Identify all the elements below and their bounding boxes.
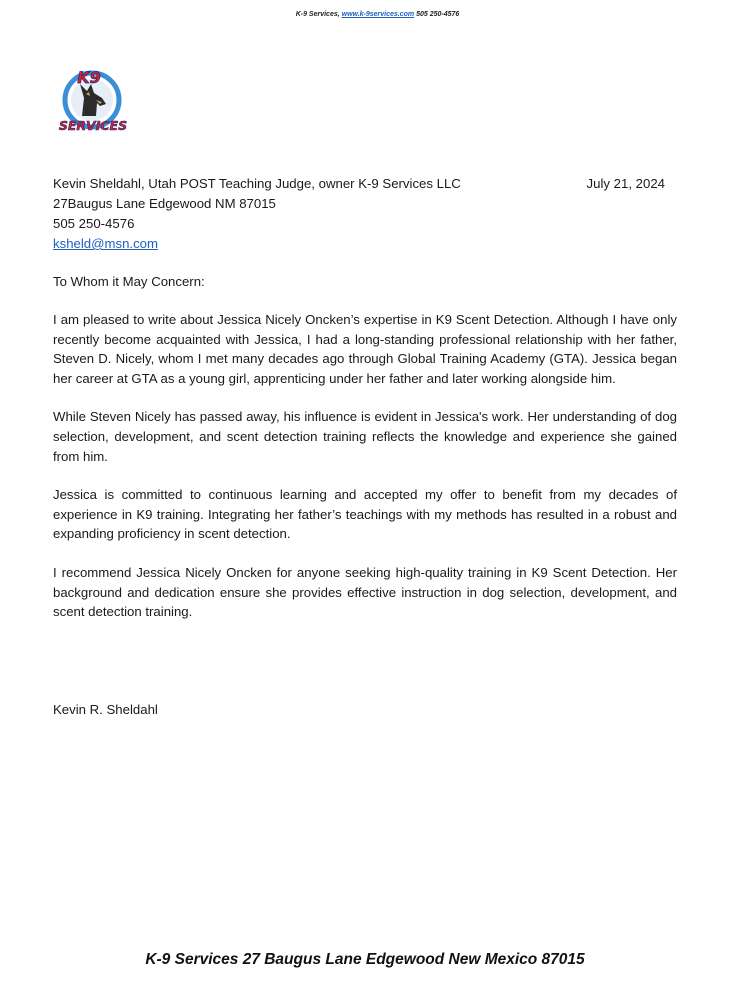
paragraph-3: Jessica is committed to continuous learning and accepted my offer to benefit from my decades of experience in K9 training. Integrating her father’s teachings with my methods has resulted in a robust and expanding proficiency in scent detection. <box>53 487 677 542</box>
sender-name: Kevin Sheldahl, Utah POST Teaching Judge, owner K-9 Services LLC <box>53 176 461 191</box>
letter-body <box>53 310 677 641</box>
sender-phone: 505 250-4576 <box>53 216 135 231</box>
paragraph-2: While Steven Nicely has passed away, his influence is evident in Jessica's work. Her understanding of dog selection, development, and scent detection training reflects the knowledge and experience she gained from him. <box>53 409 677 464</box>
k9-logo-image <box>56 62 156 142</box>
company-logo <box>56 62 156 142</box>
signature-name: Kevin R. Sheldahl <box>53 702 158 717</box>
paragraph-1: I am pleased to write about Jessica Nicely Oncken’s expertise in K9 Scent Detection. Although I have only recently become acquainted with Jessica, I had a long-standing professional relationship with her father, Steven D. Nicely, whom I met many decades ago through Global Training Academy (GTA). Jessica began her career at GTA as a young girl, apprenticing under her father and later working alongside him. <box>53 312 677 386</box>
paragraph-4: I recommend Jessica Nicely Oncken for anyone seeking high-quality training in K9 Scent Detection. Her background and dedication ensure she provides effective instruction in dog selection, development, and scent detection training. <box>53 564 677 620</box>
logo-top-text: K9 <box>77 68 101 87</box>
header-phone: 505 250-4576 <box>414 11 460 18</box>
letter-date: July 21, 2024 <box>586 176 665 191</box>
salutation: To Whom it May Concern: <box>53 274 205 289</box>
header-website-link[interactable]: www.k-9services.com <box>341 11 415 18</box>
sender-address: 27Baugus Lane Edgewood NM 87015 <box>53 196 276 211</box>
sender-email-link[interactable]: ksheld@msn.com <box>53 236 158 251</box>
page-header <box>0 11 755 18</box>
page-footer: K-9 Services 27 Baugus Lane Edgewood New Mexico 87015 <box>145 951 585 968</box>
logo-bottom-text: SERVICES <box>58 118 128 133</box>
header-company: K-9 Services, <box>295 11 342 18</box>
